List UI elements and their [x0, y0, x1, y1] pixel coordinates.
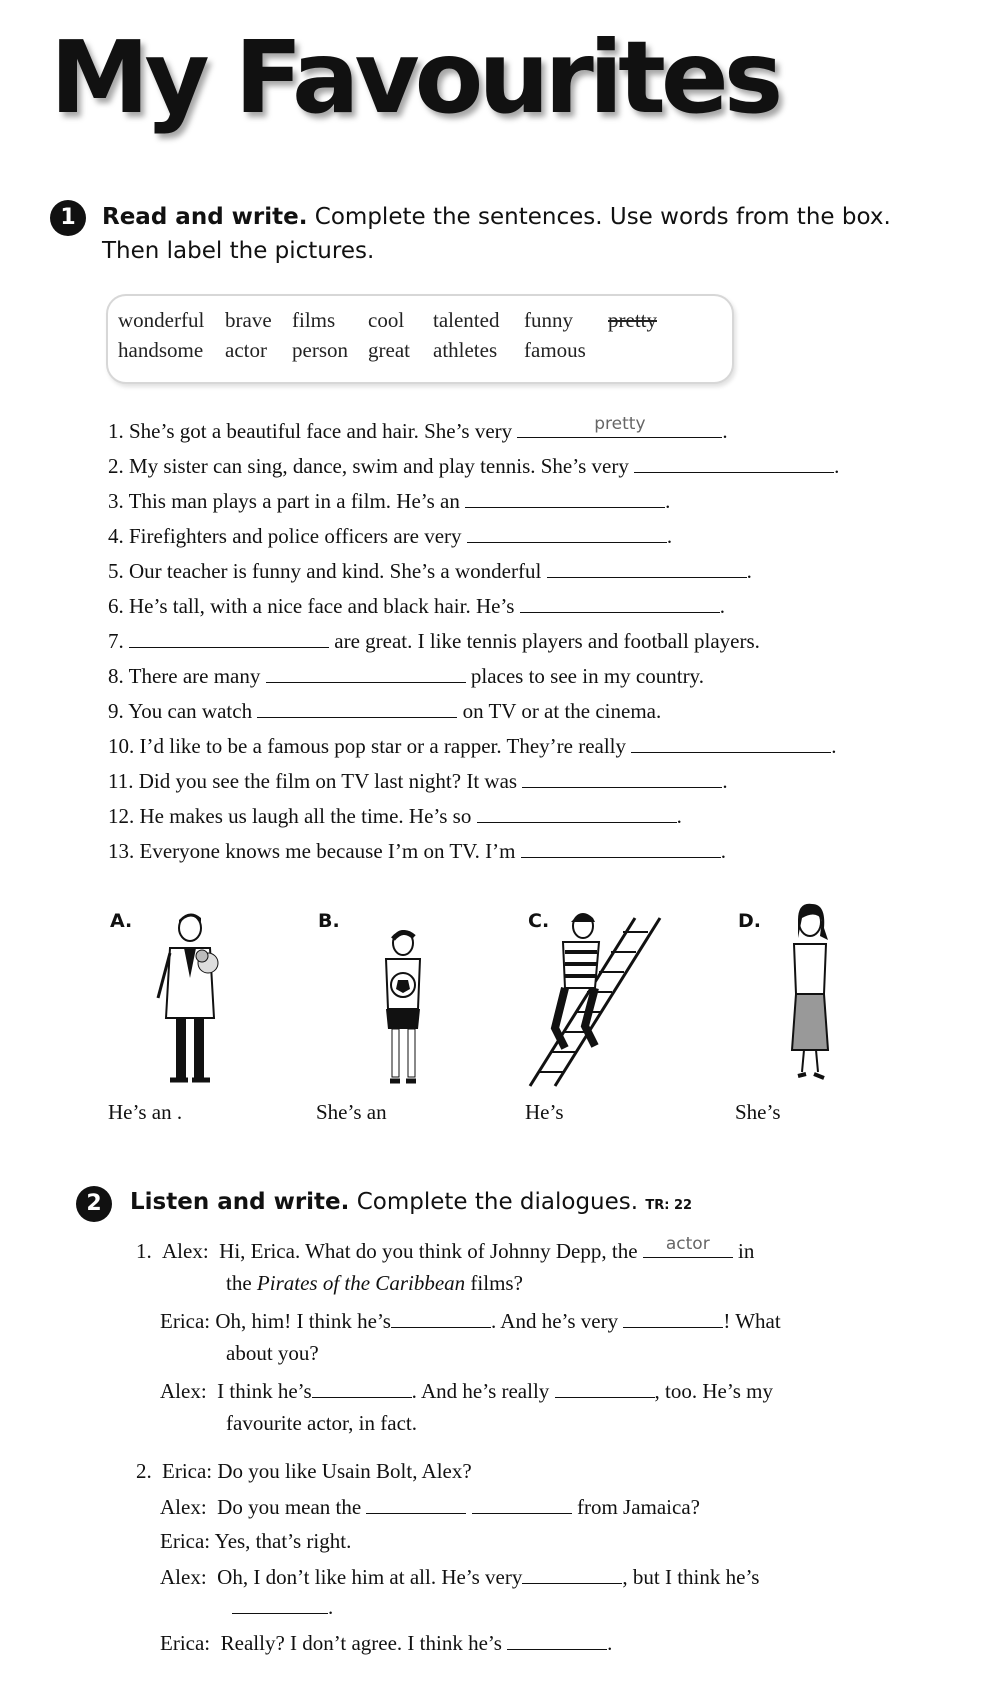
picture-d-letter: D. [738, 910, 761, 932]
section-1-heading [102, 200, 891, 268]
answer-blank[interactable] [477, 804, 677, 823]
answer-blank[interactable] [520, 594, 720, 613]
answer-blank[interactable]: actor [643, 1239, 733, 1258]
sentence-7: 7. are great. I like tennis players and football players. [108, 629, 760, 653]
dialogue-1-number: 1. [136, 1239, 152, 1263]
answer-blank[interactable] [623, 1309, 723, 1328]
answer-blank[interactable] [312, 1379, 412, 1398]
picture-c-caption: He’s [525, 1100, 564, 1124]
picture-b-caption: She’s an [316, 1100, 387, 1124]
sentence-9: 9. You can watch on TV or at the cinema. [108, 699, 662, 723]
firefighter-on-ladder-illustration [525, 908, 665, 1090]
answer-blank[interactable] [555, 1379, 655, 1398]
dialogue-1-line-1: Alex: Hi, Erica. What do you think of Johnny Depp, the actor in [162, 1234, 755, 1263]
answer-blank[interactable] [522, 1565, 622, 1584]
sentence-11: 11. Did you see the film on TV last night? It was . [108, 769, 728, 793]
word-box-word: great [368, 338, 410, 362]
answer-blank[interactable] [522, 769, 722, 788]
dialogue-2-line-1: Erica: Do you like Usain Bolt, Alex? [162, 1459, 472, 1483]
answer-blank[interactable] [366, 1495, 466, 1514]
section-2-heading: Listen and write. Complete the dialogues. TR: 22 [130, 1189, 693, 1215]
answer-blank[interactable] [634, 454, 834, 473]
dialogue-1-line-3: Alex: I think he’s . And he’s really , too. He’s my [160, 1379, 773, 1403]
dialogue-2-number: 2. [136, 1459, 152, 1483]
picture-d-caption: She’s [735, 1100, 781, 1124]
dialogue-2-line-3: Erica: Yes, that’s right. [160, 1529, 352, 1553]
man-in-suit-illustration [150, 908, 260, 1090]
track-number: TR: 22 [645, 1198, 693, 1213]
answer-blank[interactable] [631, 734, 831, 753]
word-box [106, 294, 734, 384]
section-2-number: 2 [76, 1186, 112, 1222]
sentence-12: 12. He makes us laugh all the time. He’s so . [108, 804, 682, 828]
word-box-word: brave [225, 308, 272, 332]
dialogue-2-line-4: Alex: Oh, I don’t like him at all. He’s very , but I think he’s [160, 1565, 760, 1589]
page-title: My Favourites [50, 19, 779, 136]
sentence-6: 6. He’s tall, with a nice face and black hair. He’s . [108, 594, 725, 618]
answer-blank[interactable]: pretty [517, 419, 722, 438]
section-1-number: 1 [50, 200, 86, 236]
sentence-13: 13. Everyone knows me because I’m on TV. I’m . [108, 839, 726, 863]
answer-blank[interactable] [257, 699, 457, 718]
girl-with-football-illustration [358, 925, 448, 1090]
word-box-word: cool [368, 308, 405, 332]
answer-blank[interactable] [465, 489, 665, 508]
dialogue-1-line-3-cont: favourite actor, in fact. [226, 1411, 417, 1435]
answer-blank[interactable] [547, 559, 747, 578]
word-box-word: talented [433, 308, 500, 332]
answer-blank[interactable] [521, 839, 721, 858]
section-1-heading-line2: Then label the pictures. [102, 238, 375, 264]
answer-blank[interactable] [507, 1631, 607, 1650]
word-box-word: actor [225, 338, 267, 362]
section-1-heading-rest: Complete the sentences. Use words from the box. [307, 204, 891, 230]
section-1-heading-bold: Read and write. [102, 204, 308, 230]
word-box-word: wonderful [118, 308, 205, 332]
answer-blank[interactable] [467, 524, 667, 543]
word-box-word: athletes [433, 338, 498, 362]
word-box-word: famous [524, 338, 586, 362]
word-box-word: funny [524, 308, 573, 332]
sentence-2: 2. My sister can sing, dance, swim and play tennis. She’s very . [108, 454, 840, 478]
word-box-word: films [292, 308, 336, 332]
sentence-1: 1. She’s got a beautiful face and hair. She’s very pretty . [108, 414, 728, 443]
sentence-5: 5. Our teacher is funny and kind. She’s a wonderful . [108, 559, 752, 583]
answer-blank[interactable] [266, 664, 466, 683]
picture-a-letter: A. [110, 910, 133, 932]
dialogue-1-line-2: Erica: Oh, him! I think he’s . And he’s very ! What [160, 1309, 781, 1333]
sentence-10: 10. I’d like to be a famous pop star or a rapper. They’re really . [108, 734, 837, 758]
woman-standing-illustration [770, 900, 850, 1090]
answer-blank[interactable] [472, 1495, 572, 1514]
answer-blank[interactable] [391, 1309, 491, 1328]
word-box-word: person [292, 338, 348, 362]
dialogue-2-line-4-cont: . [232, 1594, 333, 1620]
dialogue-1-line-2-cont: about you? [226, 1341, 319, 1365]
picture-b-letter: B. [318, 910, 340, 932]
sentence-4: 4. Firefighters and police officers are very . [108, 524, 673, 548]
sentence-3: 3. This man plays a part in a film. He’s an . [108, 489, 671, 513]
picture-c-letter: C. [528, 910, 550, 932]
word-box-word-crossed: pretty [608, 308, 657, 332]
sentence-8: 8. There are many places to see in my country. [108, 664, 704, 688]
dialogue-2-line-5: Erica: Really? I don’t agree. I think he’s . [160, 1631, 613, 1655]
answer-blank[interactable] [129, 629, 329, 648]
word-box-word: handsome [118, 338, 204, 362]
answer-blank[interactable] [232, 1595, 328, 1614]
dialogue-1-line-1-cont: the Pirates of the Caribbean films? [226, 1271, 523, 1295]
dialogue-2-line-2: Alex: Do you mean the from Jamaica? [160, 1495, 700, 1519]
picture-a-caption: He’s an . [108, 1100, 183, 1124]
